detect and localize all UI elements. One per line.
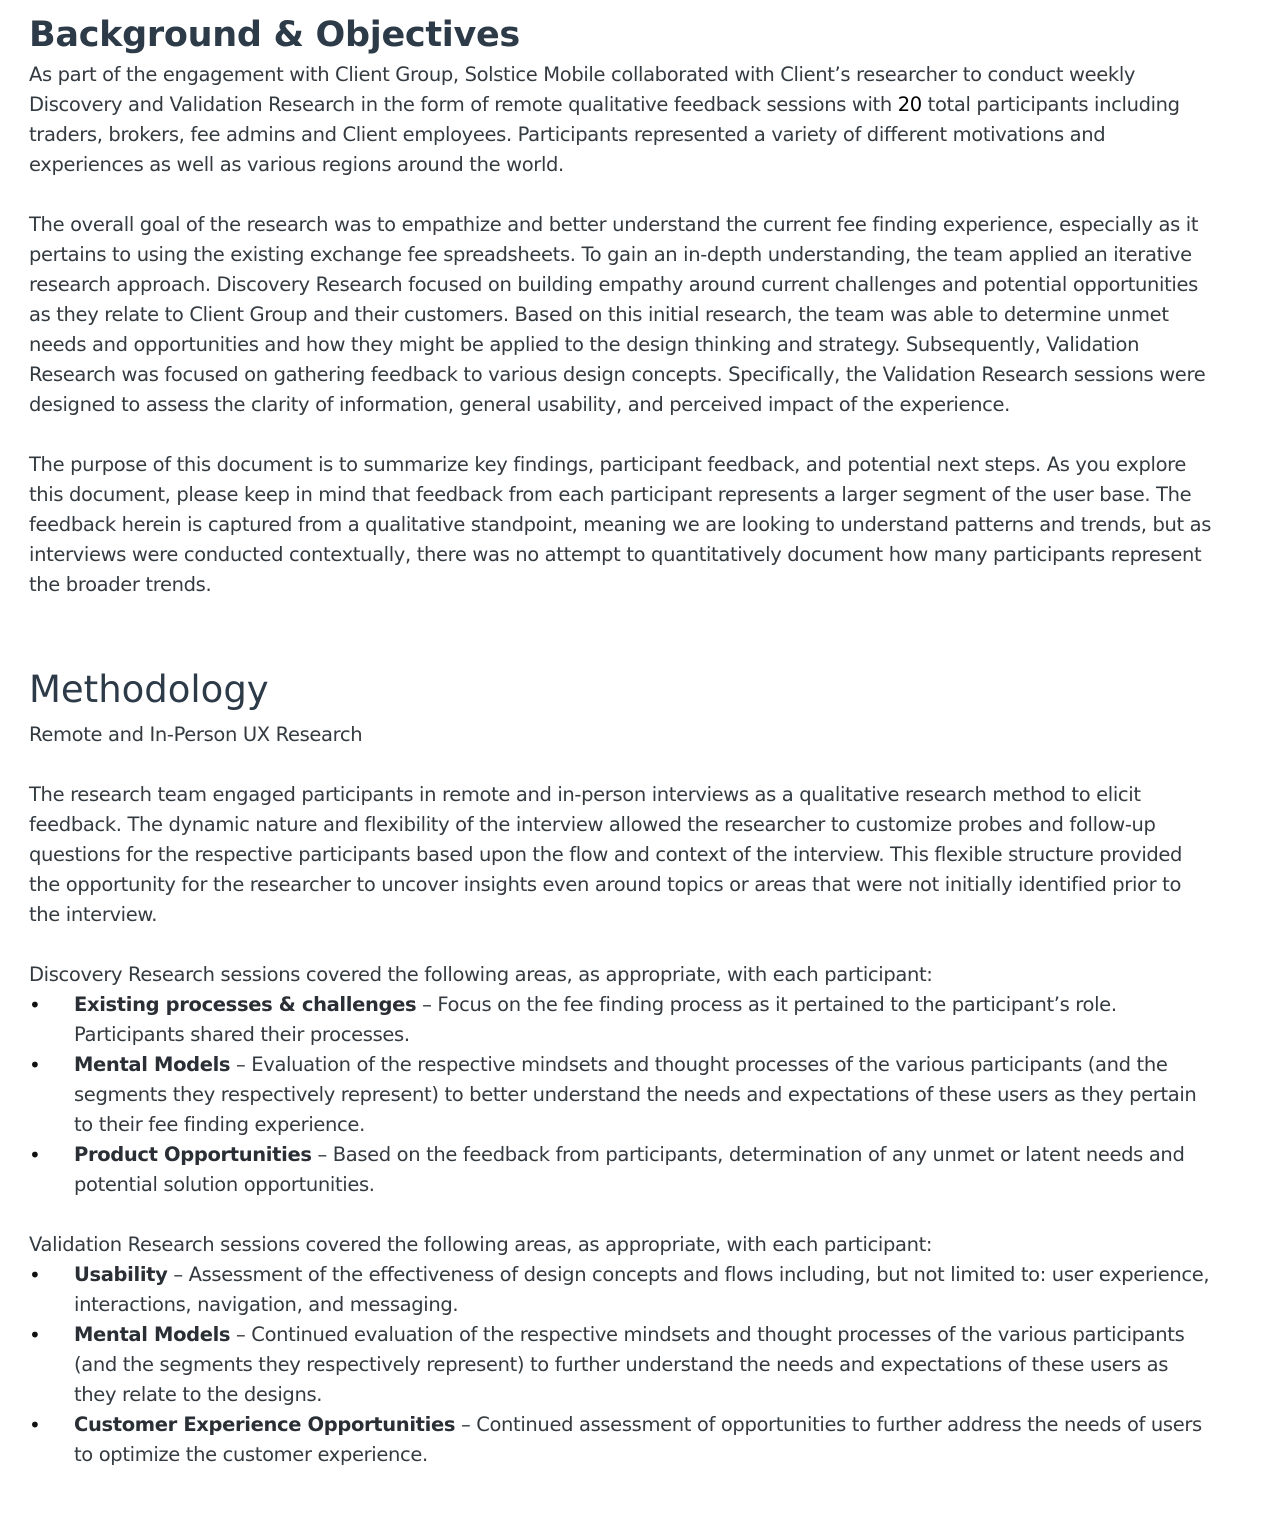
list-item-desc: – Based on the feedback from participants, determination of any unmet or latent needs and potential solution opportunities. — [74, 1143, 1185, 1196]
list-item-term: Mental Models — [74, 1053, 231, 1076]
validation-list — [29, 1260, 1214, 1470]
discovery-list — [29, 990, 1214, 1200]
list-item — [29, 1410, 1214, 1470]
bullet-icon: • — [29, 1143, 41, 1167]
background-paragraph-2: The overall goal of the research was to empathize and better understand the current fee finding experience, especially as it pertains to using the existing exchange fee spreadsheets. To gain an in-depth understanding, the team applied an iterative research approach. Discovery Research focused on building empathy around current challenges and potential opportunities as they relate to Client Group and their customers. Based on this initial research, the team was able to determine unmet needs and opportunities and how they might be applied to the design thinking and strategy. Subsequently, Validation Research was focused on gathering feedback to various design concepts. Specifically, the Validation Research sessions were designed to assess the clarity of information, general usability, and perceived impact of the experience. — [29, 213, 1206, 416]
list-item — [29, 1260, 1214, 1320]
list-item — [29, 990, 1214, 1050]
list-item-desc: – Continued evaluation of the respective mindsets and thought processes of the various participants (and the segments they respectively represent) to further understand the needs and expectations of these users as they relate to the designs. — [74, 1323, 1185, 1406]
bullet-icon: • — [29, 1323, 41, 1347]
background-paragraph-1 — [29, 60, 1214, 180]
list-item — [29, 1140, 1214, 1200]
bullet-icon: • — [29, 1413, 41, 1437]
list-item-desc: – Continued assessment of opportunities to further address the needs of users to optimize the customer experience. — [74, 1413, 1202, 1466]
list-item-desc: – Evaluation of the respective mindsets and thought processes of the various participants (and the segments they respectively represent) to better understand the needs and expectations of these users as they pertain to their fee finding experience. — [74, 1053, 1197, 1136]
bullet-icon: • — [29, 993, 41, 1017]
background-paragraph-1-start: As part of the engagement with Client Group, Solstice Mobile collaborated with Client’s researcher to conduct weekly Discovery and Validation Research in the form of remote qualitative feedback sessions with — [29, 63, 1136, 116]
bullet-icon: • — [29, 1053, 41, 1077]
list-item-term: Customer Experience Opportunities — [74, 1413, 456, 1436]
list-item-term: Mental Models — [74, 1323, 231, 1346]
methodology-subheading: Remote and In-Person UX Research — [29, 723, 363, 746]
list-item-term: Usability — [74, 1263, 168, 1286]
participant-count: 20 — [897, 93, 922, 116]
methodology-heading: Methodology — [29, 668, 269, 711]
list-item — [29, 1320, 1214, 1410]
list-item — [29, 1050, 1214, 1140]
list-item-term: Existing processes & challenges — [74, 993, 417, 1016]
list-item-term: Product Opportunities — [74, 1143, 312, 1166]
discovery-intro: Discovery Research sessions covered the following areas, as appropriate, with each participant: — [29, 963, 933, 986]
background-paragraph-1-end: total participants including traders, brokers, fee admins and Client employees. Participants represented a variety of different motivations and experiences as well as various regions around the world. — [29, 93, 1180, 176]
background-heading: Background & Objectives — [29, 15, 520, 55]
bullet-icon: • — [29, 1263, 41, 1287]
list-item-desc: – Assessment of the effectiveness of design concepts and flows including, but not limited to: user experience, interactions, navigation, and messaging. — [74, 1263, 1210, 1316]
list-item-desc: – Focus on the fee finding process as it pertained to the participant’s role. Participants shared their processes. — [74, 993, 1117, 1046]
background-paragraph-3: The purpose of this document is to summarize key findings, participant feedback, and potential next steps. As you explore this document, please keep in mind that feedback from each participant represents a larger segment of the user base. The feedback herein is captured from a qualitative standpoint, meaning we are looking to understand patterns and trends, but as interviews were conducted contextually, there was no attempt to quantitatively document how many participants represent the broader trends. — [29, 453, 1212, 596]
validation-intro: Validation Research sessions covered the following areas, as appropriate, with each participant: — [29, 1233, 933, 1256]
methodology-paragraph: The research team engaged participants in remote and in-person interviews as a qualitative research method to elicit feedback. The dynamic nature and flexibility of the interview allowed the researcher to customize probes and follow-up questions for the respective participants based upon the flow and context of the interview. This flexible structure provided the opportunity for the researcher to uncover insights even around topics or areas that were not initially identified prior to the interview. — [29, 783, 1183, 926]
